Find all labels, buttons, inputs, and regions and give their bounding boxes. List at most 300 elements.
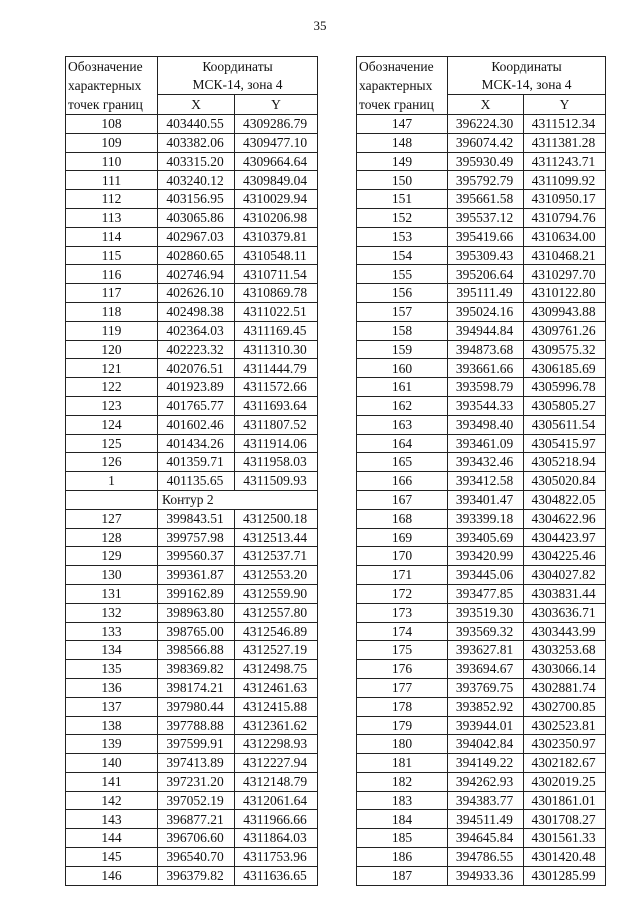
point-number: 113 [66,208,158,227]
table-row [357,772,606,791]
x-value: 393598.79 [448,378,524,397]
table-row [66,208,318,227]
table-row [66,415,318,434]
point-number: 182 [357,772,448,791]
x-value: 398765.00 [158,622,235,641]
x-value: 395792.79 [448,171,524,190]
table-row [357,754,606,773]
table-row [357,547,606,566]
table-row [357,302,606,321]
table-row [66,697,318,716]
x-value: 401602.46 [158,415,235,434]
y-value: 4311636.65 [235,866,318,885]
coordinates-table-right [356,56,606,886]
y-value: 4310869.78 [235,284,318,303]
x-value: 394149.22 [448,754,524,773]
y-value: 4312061.64 [235,791,318,810]
x-value: 397052.19 [158,791,235,810]
table-row [66,190,318,209]
y-value: 4309849.04 [235,171,318,190]
y-value: 4301561.33 [524,829,606,848]
x-value: 403240.12 [158,171,235,190]
point-number: 153 [357,227,448,246]
point-number: 111 [66,171,158,190]
x-value: 393412.58 [448,472,524,491]
table-row [66,772,318,791]
table-row [66,528,318,547]
header-coordinates [158,57,318,95]
header-y: Y [235,95,318,115]
point-number: 116 [66,265,158,284]
table-row [66,378,318,397]
y-value: 4304423.97 [524,528,606,547]
table-row [66,434,318,453]
x-value: 394511.49 [448,810,524,829]
y-value: 4311914.06 [235,434,318,453]
table-row [66,810,318,829]
table-row [66,396,318,415]
table-row [66,829,318,848]
point-number: 176 [357,660,448,679]
x-value: 394383.77 [448,791,524,810]
y-value: 4311509.93 [235,472,318,491]
x-value: 397599.91 [158,735,235,754]
point-number: 128 [66,528,158,547]
table-row [66,660,318,679]
table-row [357,829,606,848]
y-value: 4309664.64 [235,152,318,171]
table-row [357,603,606,622]
x-value: 393405.69 [448,528,524,547]
header-coords-line: МСК-14, зона 4 [481,76,572,92]
point-number: 169 [357,528,448,547]
x-value: 393519.30 [448,603,524,622]
table-row [357,660,606,679]
y-value: 4311966.66 [235,810,318,829]
page-number: 35 [313,18,327,33]
y-value: 4304822.05 [524,490,606,509]
y-value: 4312537.71 [235,547,318,566]
table-row [357,359,606,378]
x-value: 393461.09 [448,434,524,453]
table-row [66,791,318,810]
x-value: 401359.71 [158,453,235,472]
x-value: 403156.95 [158,190,235,209]
table-row [66,302,318,321]
point-number: 167 [357,490,448,509]
y-value: 4311572.66 [235,378,318,397]
y-value: 4312500.18 [235,509,318,528]
y-value: 4310794.76 [524,208,606,227]
point-number: 174 [357,622,448,641]
x-value: 396379.82 [158,866,235,885]
x-value: 393432.46 [448,453,524,472]
x-value: 398369.82 [158,660,235,679]
x-value: 403440.55 [158,115,235,134]
point-number: 171 [357,566,448,585]
table-row [357,791,606,810]
table-row [66,509,318,528]
point-number: 161 [357,378,448,397]
table-row [66,340,318,359]
point-number: 185 [357,829,448,848]
x-value: 393694.67 [448,660,524,679]
point-number: 160 [357,359,448,378]
x-value: 403315.20 [158,152,235,171]
table-row [357,810,606,829]
point-number: 1 [66,472,158,491]
point-number: 166 [357,472,448,491]
table-row [357,641,606,660]
x-value: 401765.77 [158,396,235,415]
point-number: 121 [66,359,158,378]
x-value: 401923.89 [158,378,235,397]
x-value: 394645.84 [448,829,524,848]
y-value: 4310950.17 [524,190,606,209]
x-value: 402967.03 [158,227,235,246]
point-number: 108 [66,115,158,134]
table-row [357,622,606,641]
point-number: 141 [66,772,158,791]
table-row [66,547,318,566]
x-value: 395206.64 [448,265,524,284]
contour-label: Контур 2 [158,490,318,509]
x-value: 394262.93 [448,772,524,791]
table-row [66,866,318,885]
y-value: 4301861.01 [524,791,606,810]
header-x: X [448,95,524,115]
point-number: 127 [66,509,158,528]
table-row [357,716,606,735]
x-value: 393569.32 [448,622,524,641]
point-number: 124 [66,415,158,434]
y-value: 4303636.71 [524,603,606,622]
x-value: 393498.40 [448,415,524,434]
point-number: 165 [357,453,448,472]
x-value: 395537.12 [448,208,524,227]
table-row [66,472,318,491]
table-row [357,396,606,415]
x-value: 394873.68 [448,340,524,359]
table-row [66,453,318,472]
header-y: Y [524,95,606,115]
table-row [66,735,318,754]
point-number: 168 [357,509,448,528]
x-value: 396074.42 [448,133,524,152]
point-number: 170 [357,547,448,566]
point-number: 184 [357,810,448,829]
y-value: 4311381.28 [524,133,606,152]
x-value: 399843.51 [158,509,235,528]
header-label-line: Обозначение [359,59,434,74]
y-value: 4312298.93 [235,735,318,754]
table-row [357,321,606,340]
x-value: 393544.33 [448,396,524,415]
table-row [66,754,318,773]
y-value: 4302019.25 [524,772,606,791]
point-number: 152 [357,208,448,227]
point-number: 135 [66,660,158,679]
x-value: 398963.80 [158,603,235,622]
table-row [357,584,606,603]
point-number: 183 [357,791,448,810]
y-value: 4302523.81 [524,716,606,735]
y-value: 4305020.84 [524,472,606,491]
point-number: 158 [357,321,448,340]
x-value: 397788.88 [158,716,235,735]
x-value: 393852.92 [448,697,524,716]
y-value: 4309943.88 [524,302,606,321]
x-value: 399560.37 [158,547,235,566]
x-value: 395024.16 [448,302,524,321]
x-value: 401135.65 [158,472,235,491]
x-value: 402076.51 [158,359,235,378]
table-row [66,265,318,284]
x-value: 393627.81 [448,641,524,660]
y-value: 4311022.51 [235,302,318,321]
y-value: 4310468.21 [524,246,606,265]
x-value: 394933.36 [448,866,524,885]
header-label-line: Обозначение [68,59,143,74]
point-number: 130 [66,566,158,585]
y-value: 4306185.69 [524,359,606,378]
table-row [66,603,318,622]
point-number: 148 [357,133,448,152]
table-row [66,584,318,603]
x-value: 395930.49 [448,152,524,171]
y-value: 4303253.68 [524,641,606,660]
header-label-line: характерных [359,78,433,93]
y-value: 4303066.14 [524,660,606,679]
y-value: 4304622.96 [524,509,606,528]
table-row [66,246,318,265]
x-value: 402860.65 [158,246,235,265]
y-value: 4304225.46 [524,547,606,566]
y-value: 4312361.62 [235,716,318,735]
point-number: 120 [66,340,158,359]
y-value: 4311958.03 [235,453,318,472]
point-number: 144 [66,829,158,848]
coordinates-table-left [65,56,318,886]
y-value: 4311807.52 [235,415,318,434]
x-value: 399162.89 [158,584,235,603]
y-value: 4304027.82 [524,566,606,585]
header-label-line: точек границ [359,97,434,112]
point-number: 119 [66,321,158,340]
y-value: 4312513.44 [235,528,318,547]
point-number: 162 [357,396,448,415]
y-value: 4309575.32 [524,340,606,359]
y-value: 4312557.80 [235,603,318,622]
y-value: 4311310.30 [235,340,318,359]
y-value: 4311512.34 [524,115,606,134]
point-number: 163 [357,415,448,434]
y-value: 4303831.44 [524,584,606,603]
point-number: 155 [357,265,448,284]
table-row [357,490,606,509]
header-point-label [357,57,448,115]
table-row [66,678,318,697]
y-value: 4312461.63 [235,678,318,697]
header-label-line: точек границ [68,97,143,112]
y-value: 4305996.78 [524,378,606,397]
y-value: 4312148.79 [235,772,318,791]
contour-spacer [66,490,158,509]
y-value: 4303443.99 [524,622,606,641]
table-row [66,566,318,585]
point-number: 151 [357,190,448,209]
table-row [66,359,318,378]
x-value: 402746.94 [158,265,235,284]
y-value: 4305611.54 [524,415,606,434]
point-number: 134 [66,641,158,660]
y-value: 4311444.79 [235,359,318,378]
y-value: 4312546.89 [235,622,318,641]
x-value: 396540.70 [158,848,235,867]
x-value: 395661.58 [448,190,524,209]
table-row [357,735,606,754]
y-value: 4310379.81 [235,227,318,246]
point-number: 149 [357,152,448,171]
table-row [357,415,606,434]
y-value: 4312498.75 [235,660,318,679]
y-value: 4312559.90 [235,584,318,603]
y-value: 4302700.85 [524,697,606,716]
x-value: 394042.84 [448,735,524,754]
x-value: 402223.32 [158,340,235,359]
x-value: 395309.43 [448,246,524,265]
table-row [66,133,318,152]
y-value: 4309477.10 [235,133,318,152]
y-value: 4305415.97 [524,434,606,453]
point-number: 129 [66,547,158,566]
x-value: 394944.84 [448,321,524,340]
table-row [357,848,606,867]
table-row [66,321,318,340]
x-value: 395419.66 [448,227,524,246]
point-number: 180 [357,735,448,754]
point-number: 136 [66,678,158,697]
point-number: 137 [66,697,158,716]
x-value: 393477.85 [448,584,524,603]
point-number: 156 [357,284,448,303]
table-row [357,453,606,472]
header-x: X [158,95,235,115]
point-number: 145 [66,848,158,867]
table-row [357,509,606,528]
point-number: 125 [66,434,158,453]
point-number: 142 [66,791,158,810]
table-row [66,490,318,509]
point-number: 181 [357,754,448,773]
y-value: 4310297.70 [524,265,606,284]
point-number: 173 [357,603,448,622]
x-value: 393445.06 [448,566,524,585]
point-number: 175 [357,641,448,660]
point-number: 143 [66,810,158,829]
table-row [66,227,318,246]
point-number: 164 [357,434,448,453]
point-number: 172 [357,584,448,603]
point-number: 178 [357,697,448,716]
table-row [357,434,606,453]
point-number: 179 [357,716,448,735]
y-value: 4312553.20 [235,566,318,585]
x-value: 395111.49 [448,284,524,303]
y-value: 4305805.27 [524,396,606,415]
y-value: 4312527.19 [235,641,318,660]
y-value: 4301285.99 [524,866,606,885]
point-number: 146 [66,866,158,885]
x-value: 397413.89 [158,754,235,773]
table-row [66,171,318,190]
y-value: 4311099.92 [524,171,606,190]
y-value: 4310634.00 [524,227,606,246]
y-value: 4311864.03 [235,829,318,848]
y-value: 4302881.74 [524,678,606,697]
table-row [357,340,606,359]
table-row [66,115,318,134]
point-number: 112 [66,190,158,209]
table-row [357,227,606,246]
x-value: 402626.10 [158,284,235,303]
table-row [357,208,606,227]
x-value: 393401.47 [448,490,524,509]
y-value: 4302182.67 [524,754,606,773]
table-row [357,246,606,265]
y-value: 4305218.94 [524,453,606,472]
y-value: 4310029.94 [235,190,318,209]
table-row [66,622,318,641]
table-row [66,284,318,303]
table-row [66,152,318,171]
point-number: 157 [357,302,448,321]
x-value: 393769.75 [448,678,524,697]
table-row [66,716,318,735]
x-value: 399757.98 [158,528,235,547]
point-number: 186 [357,848,448,867]
y-value: 4309286.79 [235,115,318,134]
x-value: 402498.38 [158,302,235,321]
table-row [66,641,318,660]
table-row [357,190,606,209]
table-row [357,133,606,152]
y-value: 4310122.80 [524,284,606,303]
point-number: 115 [66,246,158,265]
y-value: 4311169.45 [235,321,318,340]
x-value: 401434.26 [158,434,235,453]
table-row [357,378,606,397]
point-number: 110 [66,152,158,171]
x-value: 402364.03 [158,321,235,340]
header-coordinates [448,57,606,95]
x-value: 397980.44 [158,697,235,716]
y-value: 4310206.98 [235,208,318,227]
point-number: 154 [357,246,448,265]
point-number: 109 [66,133,158,152]
x-value: 393420.99 [448,547,524,566]
x-value: 403065.86 [158,208,235,227]
y-value: 4311243.71 [524,152,606,171]
table-row [357,171,606,190]
y-value: 4301708.27 [524,810,606,829]
table-row [357,472,606,491]
x-value: 398566.88 [158,641,235,660]
x-value: 393399.18 [448,509,524,528]
point-number: 122 [66,378,158,397]
x-value: 394786.55 [448,848,524,867]
header-label-line: характерных [68,78,142,93]
